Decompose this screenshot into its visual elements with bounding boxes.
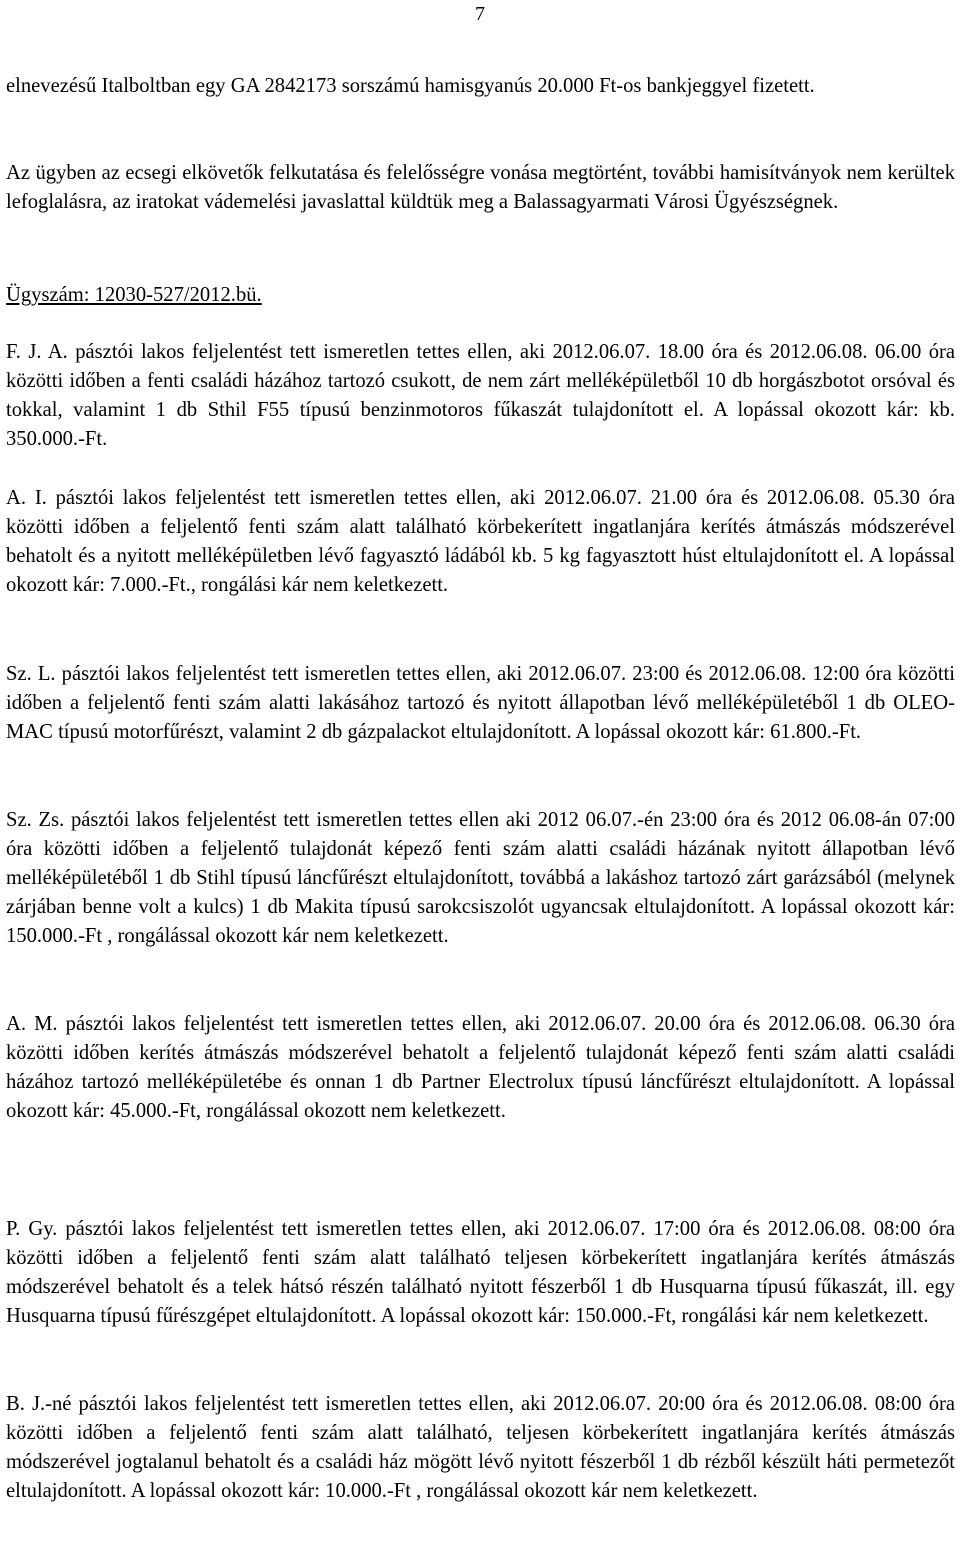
case-number: Ügyszám: 12030-527/2012.bü. bbox=[6, 284, 262, 306]
followup-paragraph: Az ügyben az ecsegi elkövetők felkutatása és felelősségre vonása megtörtént, további hamisítványok nem kerültek lefoglalásra, az iratokat vádemelési javaslattal küldtük meg a Balassagyarmati Városi Ügyészségnek. bbox=[6, 162, 955, 214]
incident-entry: Sz. L. pásztói lakos feljelentést tett ismeretlen tettes ellen, aki 2012.06.07. 23:00 és 2012.06.08. 12:00 óra közötti időben a feljelentő fenti szám alatti lakásához tartozó és nyitott állapotban lévő melléképületéből 1 db OLEO-MAC típusú motorfűrészt, valamint 2 db gázpalackot eltulajdonított. A lopással okozott kár: 61.800.-Ft. bbox=[6, 663, 955, 744]
incident-entry: P. Gy. pásztói lakos feljelentést tett ismeretlen tettes ellen, aki 2012.06.07. 17:00 óra és 2012.06.08. 08:00 óra közötti időben a feljelentő fenti szám alatt található teljesen körbekerített ingatlanjára kerítés átmászás módszerével behatolt és a telek hátsó részén található nyitott fészerből 1 db Husquarna típusú fűkaszát, ill. egy Husquarna típusú fűrészgépet eltulajdonított. A lopással okozott kár: 150.000.-Ft, rongálási kár nem keletkezett. bbox=[6, 1218, 955, 1328]
page-number: 7 bbox=[475, 3, 485, 25]
incident-entry: Sz. Zs. pásztói lakos feljelentést tett ismeretlen tettes ellen aki 2012 06.07.-én 23:00 óra és 2012 06.08-án 07:00 óra közötti időben a feljelentő tulajdonát képező fenti szám alatti családi házának nyitott állapotban lévő melléképületéből 1 db Stihl típusú láncfűrészt eltulajdonított, továbbá a lakáshoz tartozó zárt garázsából (melynek zárjában benne volt a kulcs) 1 db Makita típusú sarokcsiszolót ugyancsak eltulajdonított. A lopással okozott kár: 150.000.-Ft , rongálással okozott kár nem keletkezett. bbox=[6, 809, 955, 948]
incident-entry: F. J. A. pásztói lakos feljelentést tett ismeretlen tettes ellen, aki 2012.06.07. 18.00 óra és 2012.06.08. 06.00 óra közötti időben a fenti családi házához tartozó csukott, de nem zárt melléképületből 10 db horgászbotot orsóval és tokkal, valamint 1 db Sthil F55 típusú benzinmotoros fűkaszát tulajdonított el. A lopással okozott kár: kb. 350.000.-Ft. bbox=[6, 341, 955, 451]
incident-entry: B. J.-né pásztói lakos feljelentést tett ismeretlen tettes ellen, aki 2012.06.07. 20:00 óra és 2012.06.08. 08:00 óra közötti időben a feljelentő fenti szám alatt található, teljesen körbekerített ingatlanjára kerítés átmászás módszerével jogtalanul behatolt és a családi ház mögött lévő nyitott fészerből 1 db rézből készült háti permetezőt eltulajdonított. A lopással okozott kár: 10.000.-Ft , rongálással okozott kár nem keletkezett. bbox=[6, 1393, 955, 1503]
incident-entry: A. M. pásztói lakos feljelentést tett ismeretlen tettes ellen, aki 2012.06.07. 20.00 óra és 2012.06.08. 06.30 óra közötti időben kerítés átmászás módszerével behatolt a feljelentő tulajdonát képező fenti szám alatti családi házához tartozó melléképületébe és onnan 1 db Partner Electrolux típusú láncfűrészt eltulajdonított. A lopással okozott kár: 45.000.-Ft, rongálással okozott nem keletkezett. bbox=[6, 1013, 955, 1123]
intro-paragraph-tail: elnevezésű Italboltban egy GA 2842173 sorszámú hamisgyanús 20.000 Ft-os bankjeggyel fizetett. bbox=[6, 75, 815, 97]
case-number-line bbox=[6, 281, 262, 310]
incident-entry: A. I. pásztói lakos feljelentést tett ismeretlen tettes ellen, aki 2012.06.07. 21.00 óra és 2012.06.08. 05.30 óra közötti időben a feljelentő fenti szám alatt található körbekerített ingatlanjára kerítés átmászás módszerével behatolt és a nyitott melléképületben lévő fagyasztó ládából kb. 5 kg fagyasztott húst eltulajdonított el. A lopással okozott kár: 7.000.-Ft., rongálási kár nem keletkezett. bbox=[6, 487, 955, 597]
